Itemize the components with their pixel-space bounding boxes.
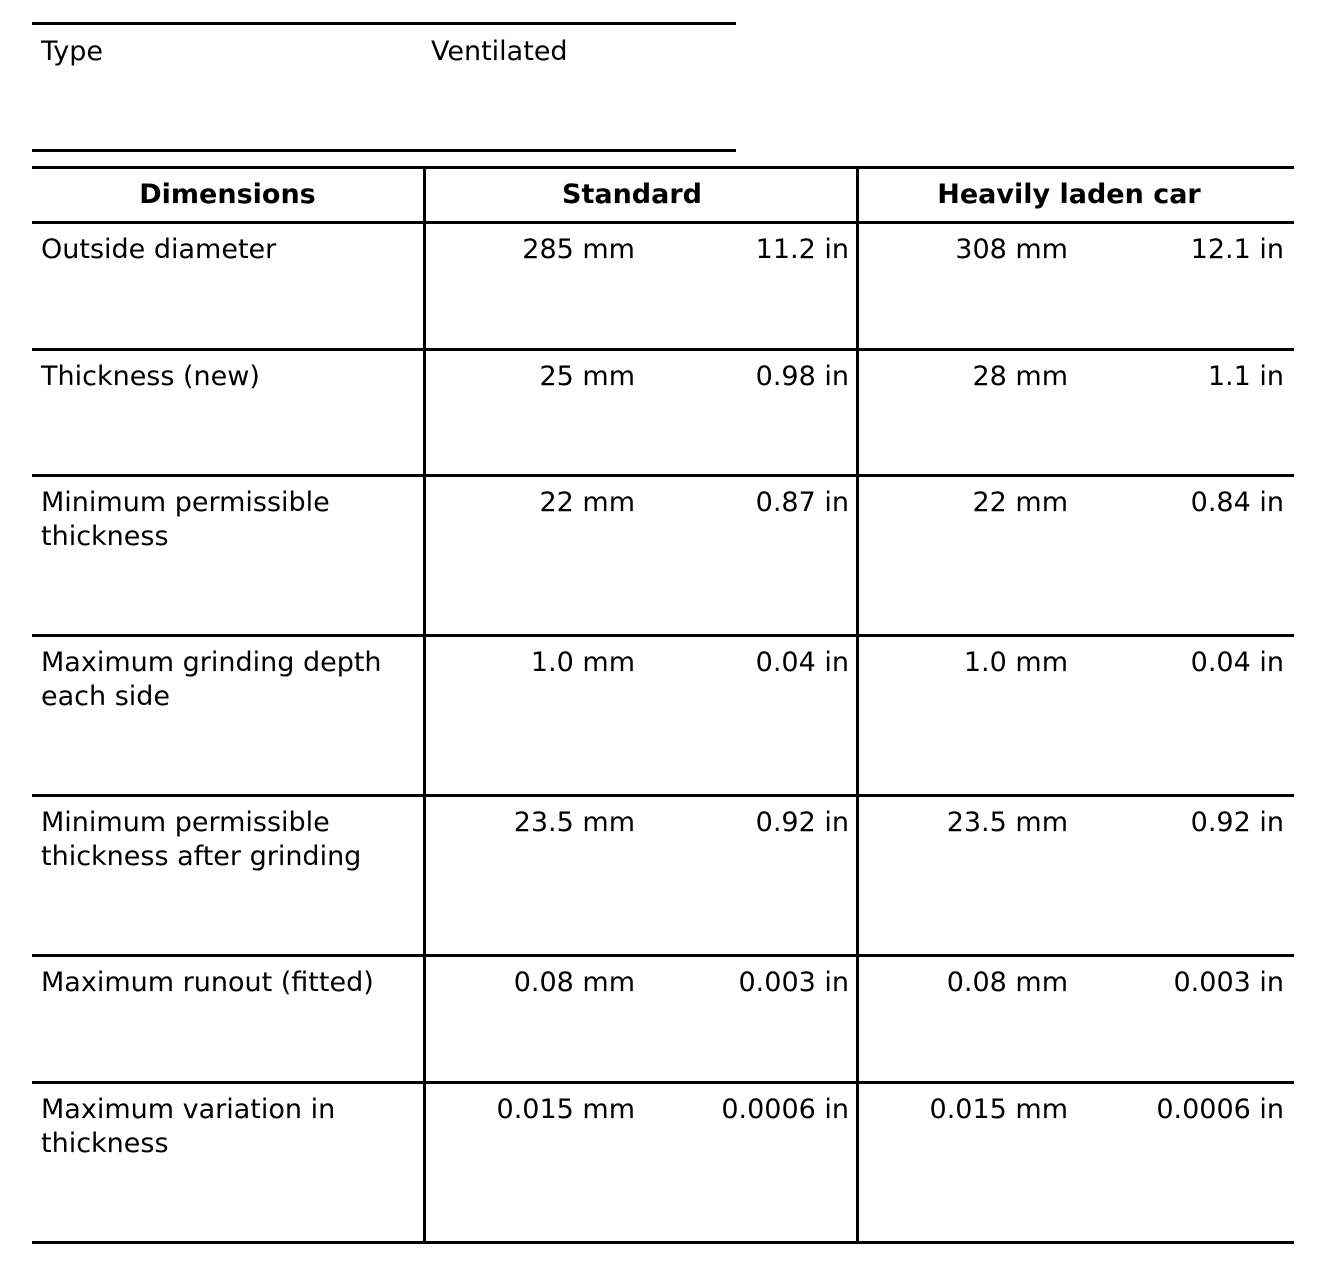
heavy-mm: 28 mm [972, 361, 1068, 392]
standard-in: 0.98 in [755, 361, 849, 392]
heavy-in: 0.04 in [1190, 647, 1284, 678]
header-dimensions: Dimensions [139, 179, 316, 210]
row-label: Thickness (new) [41, 361, 260, 392]
standard-mm: 0.015 mm [496, 1094, 635, 1125]
type-top-rule [32, 22, 736, 25]
standard-mm: 1.0 mm [530, 647, 635, 678]
header-rule [32, 221, 1294, 224]
row-rule-6 [32, 1081, 1294, 1084]
row-label: Minimum permissible thickness [41, 487, 330, 552]
header-heavily-laden-car: Heavily laden car [937, 179, 1201, 210]
row-rule-3 [32, 634, 1294, 637]
type-value: Ventilated [431, 36, 568, 67]
heavy-mm: 23.5 mm [946, 807, 1068, 838]
standard-in: 0.92 in [755, 807, 849, 838]
standard-mm: 285 mm [522, 234, 635, 265]
heavy-mm: 22 mm [972, 487, 1068, 518]
standard-in: 11.2 in [755, 234, 849, 265]
table-top-rule [32, 166, 1294, 169]
standard-in: 0.04 in [755, 647, 849, 678]
row-rule-5 [32, 954, 1294, 957]
type-label: Type [41, 36, 104, 67]
standard-mm: 0.08 mm [513, 967, 635, 998]
heavy-mm: 308 mm [955, 234, 1068, 265]
standard-mm: 22 mm [539, 487, 635, 518]
heavy-in: 0.84 in [1190, 487, 1284, 518]
heavy-in: 1.1 in [1207, 361, 1284, 392]
heavy-mm: 0.08 mm [946, 967, 1068, 998]
row-label: Maximum grinding depth each side [41, 647, 382, 712]
type-bottom-rule [32, 149, 736, 152]
heavy-in: 0.92 in [1190, 807, 1284, 838]
standard-in: 0.87 in [755, 487, 849, 518]
column-divider-2 [856, 166, 859, 1243]
heavy-mm: 0.015 mm [929, 1094, 1068, 1125]
row-label: Maximum variation in thickness [41, 1094, 336, 1159]
row-rule-2 [32, 474, 1294, 477]
standard-in: 0.003 in [738, 967, 849, 998]
standard-mm: 23.5 mm [513, 807, 635, 838]
column-divider-1 [423, 166, 426, 1243]
row-label: Outside diameter [41, 234, 277, 265]
row-rule-1 [32, 348, 1294, 351]
heavy-in: 12.1 in [1190, 234, 1284, 265]
heavy-in: 0.003 in [1173, 967, 1284, 998]
standard-mm: 25 mm [539, 361, 635, 392]
row-label: Maximum runout (fitted) [41, 967, 374, 998]
standard-in: 0.0006 in [721, 1094, 849, 1125]
row-rule-4 [32, 794, 1294, 797]
header-standard: Standard [562, 179, 702, 210]
table-bottom-rule [32, 1241, 1294, 1244]
heavy-mm: 1.0 mm [963, 647, 1068, 678]
row-label: Minimum permissible thickness after grinding [41, 807, 362, 872]
heavy-in: 0.0006 in [1156, 1094, 1284, 1125]
